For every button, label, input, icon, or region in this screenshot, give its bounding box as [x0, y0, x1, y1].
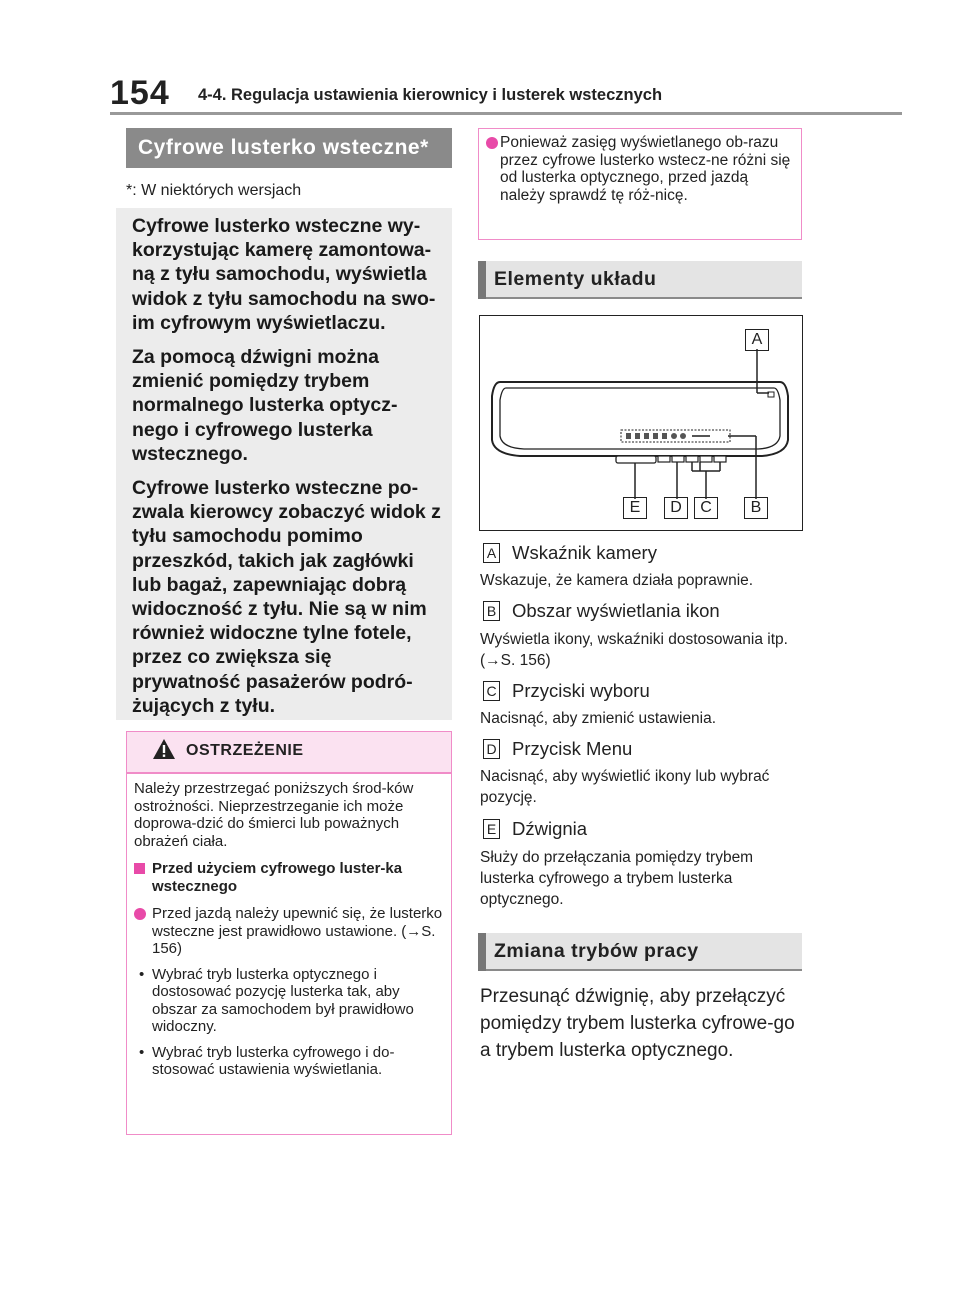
warning-bullet-text: Wybrać tryb lusterka optycznego i dostosować pozycję lusterka tak, aby obszar za samochodem był prawidłowo widoczny. [152, 965, 414, 1035]
page-number: 154 [110, 74, 170, 112]
warning-subheading-text: Przed użyciem cyfrowego luster-ka wstecznego [152, 860, 403, 895]
section-title-modes: Zmiana trybów pracy [494, 940, 699, 962]
header-rule [110, 112, 902, 115]
item-desc-select-buttons: Nacisnąć, aby zmienić ustawienia. [480, 710, 717, 727]
lead-paragraph: Za pomocą dźwigni można zmienić pomiędzy trybem normalnego lusterka optycz-nego i cyfrowego lusterka wstecznego. [132, 346, 398, 465]
info-text: Ponieważ zasięg wyświetlanego ob-razu przez cyfrowe lusterko wstecz-ne różni się od lusterka optycznego, przed jazdą należy sprawdź tę róż-nicę. [500, 134, 791, 204]
lead-paragraph: Cyfrowe lusterko wsteczne po-zwala kierowcy zobaczyć widok z tyłu samochodu pomimo przeszkód, takich jak zagłówki lub bagaż, zapewniając dobrą widoczność z tyłu. Nie są w nim również widoczne tylne fotele, przez co zwiększa się prywatność pasażerów podró-żujących z tyłu. [132, 477, 441, 717]
bullet-icon: • [139, 965, 145, 983]
warning-dot-text: Przed jazdą należy upewnić się, że lusterko wsteczne jest prawidłowo ustawione. (→S. 156) [152, 905, 443, 957]
dot-bullet-icon [486, 137, 498, 149]
item-desc-icon-area: Wyświetla ikony, wskaźniki dostosowania itp. (→S. 156) [480, 631, 788, 669]
warning-body [134, 780, 446, 1079]
mirror-diagram [479, 315, 803, 531]
item-title-menu-button: Przycisk Menu [512, 738, 633, 759]
section-bar-accent [478, 933, 486, 971]
warning-bullet-text: Wybrać tryb lusterka cyfrowego i do-stosować ustawienia wyświetlania. [152, 1043, 395, 1078]
section-title-digital-mirror: Cyfrowe lusterko wsteczne* [126, 128, 452, 168]
item-label-b: B [483, 601, 500, 621]
footnote: *: W niektórych wersjach [126, 182, 302, 199]
dot-bullet-icon [134, 908, 146, 920]
item-label-e: E [483, 819, 500, 839]
diagram-label-d: D [664, 497, 688, 519]
square-bullet-icon [134, 863, 145, 874]
warning-header-rule [127, 772, 451, 774]
bullet-icon: • [139, 1043, 145, 1061]
item-title-icon-area: Obszar wyświetlania ikon [512, 600, 720, 621]
item-desc-camera-indicator: Wskazuje, że kamera działa poprawnie. [480, 572, 754, 589]
diagram-label-e: E [623, 497, 647, 519]
warning-title: OSTRZEŻENIE [186, 742, 304, 759]
lead-paragraph: Cyfrowe lusterko wsteczne wy-korzystując kamerę zamontowa-ną z tyłu samochodu, wyświetla widok z tyłu samochodu na swo-im cyfrowym wyświetlaczu. [132, 215, 436, 334]
item-title-lever: Dźwignia [512, 818, 588, 839]
lead-text [132, 214, 444, 728]
item-title-camera-indicator: Wskaźnik kamery [512, 542, 657, 563]
section-title-elements: Elementy układu [494, 268, 657, 290]
diagram-label-b: B [744, 497, 768, 519]
diagram-label-c: C [694, 497, 718, 519]
modes-text: Przesunąć dźwignię, aby przełączyć pomiędzy trybem lusterka cyfrowe-go a trybem lusterka optycznego. [480, 986, 795, 1061]
item-desc-lever: Służy do przełączania pomiędzy trybem lusterka cyfrowego a trybem lusterka optycznego. [480, 849, 754, 908]
item-label-d: D [483, 739, 500, 759]
item-desc-menu-button: Nacisnąć, aby wyświetlić ikony lub wybrać pozycję. [480, 768, 770, 806]
warning-dot-item [134, 905, 446, 958]
section-bar-accent [478, 261, 486, 299]
item-label-a: A [483, 543, 500, 563]
warning-bullet-item [134, 1044, 446, 1079]
warning-triangle-icon [152, 738, 176, 765]
item-title-select-buttons: Przyciski wyboru [512, 680, 650, 701]
warning-bullet-item [134, 966, 446, 1036]
warning-subheading [134, 860, 446, 895]
item-label-c: C [483, 681, 500, 701]
warning-intro: Należy przestrzegać poniższych środ-ków ostrożności. Nieprzestrzeganie ich może doprowa-dzić do śmierci lub poważnych obrażeń ciała. [134, 780, 414, 850]
diagram-label-a: A [745, 329, 769, 351]
chapter-title: 4-4. Regulacja ustawienia kierownicy i lusterek wstecznych [198, 86, 663, 104]
